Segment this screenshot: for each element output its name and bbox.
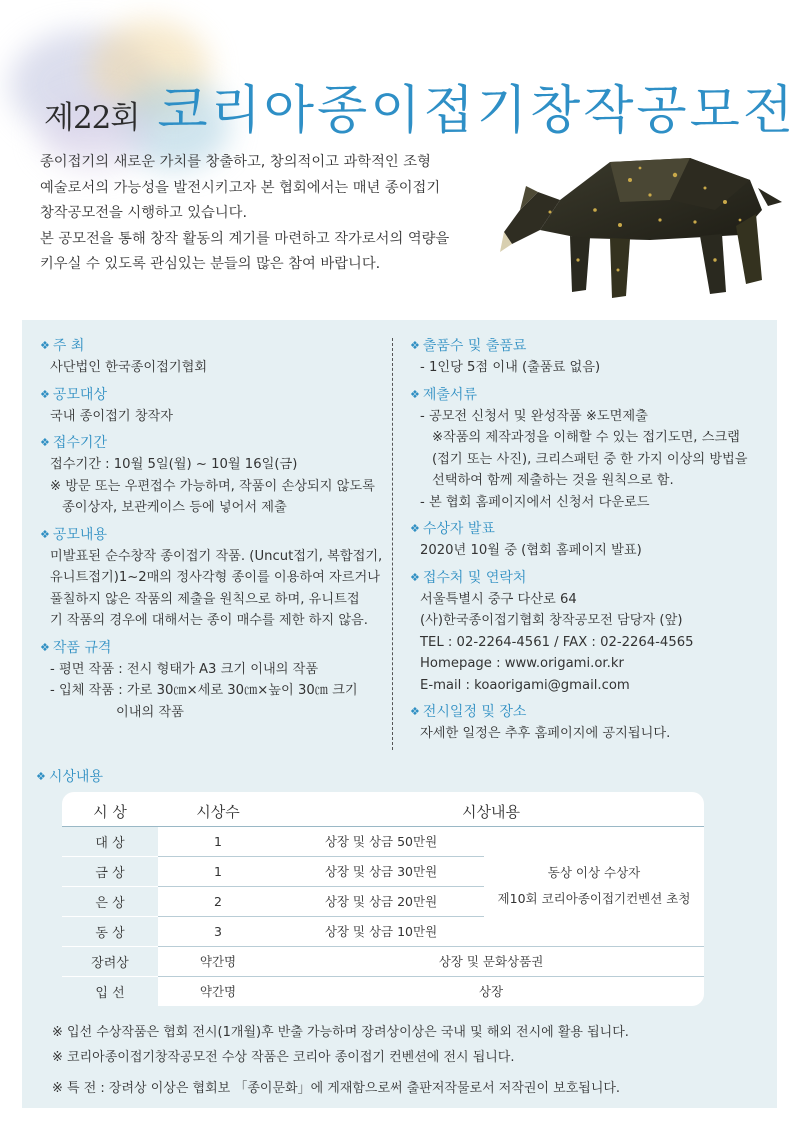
- intro-line: 예술로서의 가능성을 발전시키고자 본 협회에서는 매년 종이접기: [40, 179, 441, 196]
- section-note: ※작품의 제작과정을 이해할 수 있는 접기도면, 스크랩: [432, 430, 740, 445]
- section-text: 사단법인 한국종이접기협회: [50, 360, 208, 375]
- column-divider: [392, 338, 393, 750]
- section-target: [40, 384, 385, 428]
- section-heading-text: 작품 규격: [52, 639, 112, 656]
- merged-benefit: [484, 826, 704, 946]
- award-prize: 상장 및 상금 30만원: [278, 856, 484, 886]
- award-name: 은 상: [62, 886, 158, 916]
- award-name: 장려상: [62, 946, 158, 976]
- section-text: - 본 협회 홈페이지에서 신청서 다운로드: [420, 494, 650, 510]
- section-contact: [410, 567, 765, 697]
- email: E-mail : koaorigami@gmail.com: [420, 677, 630, 693]
- section-heading: [410, 701, 765, 723]
- award-name: 입 선: [62, 976, 158, 1006]
- section-note: (접기 또는 사진), 크리스패턴 중 한 가지 이상의 방법을: [432, 451, 748, 467]
- section-heading-text: 주 최: [52, 338, 85, 354]
- section-text: 2020년 10월 중 (협회 홈페이지 발표): [420, 543, 642, 558]
- section-content: [40, 524, 385, 632]
- section-text: 기 작품의 경우에 대해서는 종이 매수를 제한 하지 않음.: [50, 613, 368, 628]
- section-heading-text: 공모대상: [52, 386, 107, 403]
- footer-notes: [52, 1020, 629, 1101]
- table-header-row: [62, 797, 704, 826]
- section-text: 풀칠하지 않은 작품의 제출을 원칙으로 하며, 유니트접: [50, 591, 360, 607]
- contest-title: 코리아종이접기창작공모전: [157, 81, 797, 141]
- diamond-bullet-icon: ❖: [40, 640, 50, 654]
- section-text: (사)한국종이접기협회 창작공모전 담당자 (앞): [420, 613, 683, 628]
- note-line: ※ 특 전 : 장려상 이상은 협회보 「종이문화」에 게재함으로써 출판저작물로서 저작권이 보호됩니다.: [52, 1081, 621, 1096]
- diamond-bullet-icon: ❖: [410, 705, 420, 718]
- section-announce: [410, 518, 765, 562]
- award-count: 1: [158, 856, 278, 886]
- table-row: [62, 826, 704, 856]
- award-name: 대 상: [62, 826, 158, 856]
- section-note: 종이상자, 보관케이스 등에 넣어서 제출: [62, 500, 287, 515]
- award-prize: 상장 및 상금 20만원: [278, 886, 484, 916]
- award-count: 2: [158, 886, 278, 916]
- section-spec: [40, 637, 385, 724]
- award-prize: 상장: [478, 984, 504, 1000]
- section-heading: [40, 335, 385, 357]
- section-heading-text: 출품수 및 출품료: [422, 338, 527, 354]
- edition-label: 제22회: [44, 100, 140, 136]
- section-text: - 평면 작품 : 전시 형태가 A3 크기 이내의 작품: [50, 661, 319, 677]
- section-organizer: [40, 335, 385, 379]
- award-count: 3: [158, 916, 278, 946]
- left-column: [40, 335, 385, 728]
- section-heading-text: 시상내용: [48, 769, 103, 785]
- diamond-bullet-icon: ❖: [36, 770, 46, 783]
- award-name: 금 상: [62, 856, 158, 886]
- homepage: Homepage : www.origami.or.kr: [420, 656, 624, 671]
- section-heading: [410, 567, 765, 589]
- award-prize: 상장 및 상금 50만원: [278, 826, 484, 856]
- column-header: 시상수: [158, 797, 278, 826]
- section-heading: [36, 766, 103, 788]
- awards-table: [62, 792, 704, 1006]
- diamond-bullet-icon: ❖: [40, 387, 50, 401]
- section-heading: [40, 637, 385, 659]
- section-text: 서울특별시 중구 다산로 64: [420, 591, 577, 607]
- award-name: 동 상: [62, 916, 158, 946]
- section-heading: [40, 384, 385, 406]
- table-row: [62, 976, 704, 1006]
- column-header: 시상내용: [278, 797, 704, 826]
- award-count: 1: [158, 826, 278, 856]
- section-heading: [410, 518, 765, 540]
- section-exhibit: [410, 701, 765, 745]
- section-heading-text: 제출서류: [422, 386, 477, 403]
- merged-benefit-line: 동상 이상 수상자: [547, 865, 641, 880]
- section-text: 미발표된 순수창작 종이접기 작품. (Uncut접기, 복합접기,: [50, 548, 383, 564]
- column-header: 시 상: [62, 797, 158, 826]
- award-count: 약간명: [158, 946, 278, 976]
- section-text: 자세한 일정은 추후 홈페이지에 공지됩니다.: [420, 726, 671, 741]
- section-note: ※ 방문 또는 우편접수 가능하며, 작품이 손상되지 않도록: [50, 478, 375, 494]
- table-row: [62, 946, 704, 976]
- section-text: 접수기간 : 10월 5일(월) ~ 10월 16일(금): [50, 457, 298, 472]
- intro-paragraph: [40, 150, 480, 278]
- diamond-bullet-icon: ❖: [40, 527, 50, 541]
- section-count: [410, 335, 765, 379]
- award-count: 약간명: [199, 984, 237, 1000]
- section-heading-text: 공모내용: [52, 526, 107, 543]
- section-heading: [410, 384, 765, 406]
- diamond-bullet-icon: ❖: [40, 339, 50, 352]
- right-column: [410, 335, 765, 750]
- section-text: 국내 종이접기 창작자: [50, 408, 174, 424]
- merged-benefit-line: 제10회 코리아종이접기컨벤션 초청: [497, 891, 691, 906]
- intro-line: 본 공모전을 통해 창작 활동의 계기를 마련하고 작가로서의 역량을: [40, 230, 450, 247]
- section-heading-text: 수상자 발표: [422, 521, 495, 537]
- diamond-bullet-icon: ❖: [410, 522, 420, 535]
- diamond-bullet-icon: ❖: [410, 387, 420, 401]
- award-prize: 상장 및 상금 10만원: [278, 916, 484, 946]
- diamond-bullet-icon: ❖: [40, 436, 50, 449]
- section-heading: [410, 335, 765, 357]
- intro-line: 키우실 수 있도록 관심있는 분들의 많은 참여 바랍니다.: [40, 256, 381, 272]
- section-heading-text: 접수기간: [52, 435, 107, 451]
- diamond-bullet-icon: ❖: [410, 339, 420, 352]
- section-heading: [40, 524, 385, 546]
- section-text: 이내의 작품: [116, 704, 184, 720]
- section-note: 선택하여 함께 제출하는 것을 원칙으로 함.: [432, 473, 674, 488]
- page-title: [44, 68, 797, 141]
- section-heading-text: 전시일정 및 장소: [422, 704, 527, 720]
- section-period: [40, 432, 385, 519]
- award-prize: 상장 및 문화상품권: [278, 946, 704, 976]
- origami-boar-illustration: [500, 140, 790, 310]
- note-line: ※ 코리아종이접기창작공모전 수상 작품은 코리아 종이접기 컨벤션에 전시 됩니다.: [52, 1050, 515, 1065]
- section-text: - 1인당 5점 이내 (출품료 없음): [420, 360, 601, 375]
- section-heading-text: 접수처 및 연락처: [422, 569, 527, 586]
- diamond-bullet-icon: ❖: [410, 570, 420, 584]
- section-heading: [40, 432, 385, 454]
- section-text: - 입체 작품 : 가로 30㎝×세로 30㎝×높이 30㎝ 크기: [50, 683, 358, 698]
- intro-line: 종이접기의 새로운 가치를 창출하고, 창의적이고 과학적인 조형: [40, 154, 431, 170]
- section-text: 유니트접기)1~2매의 정사각형 종이를 이용하여 자르거나: [50, 570, 381, 585]
- intro-line: 창작공모전을 시행하고 있습니다.: [40, 205, 247, 221]
- phone-fax: TEL : 02-2264-4561 / FAX : 02-2264-4565: [420, 634, 694, 650]
- section-docs: [410, 384, 765, 514]
- section-text: - 공모전 신청서 및 완성작품 ※도면제출: [420, 408, 648, 424]
- note-line: ※ 입선 수상작품은 협회 전시(1개월)후 반출 가능하며 장려상이상은 국내 및 해외 전시에 활용 됩니다.: [52, 1025, 629, 1040]
